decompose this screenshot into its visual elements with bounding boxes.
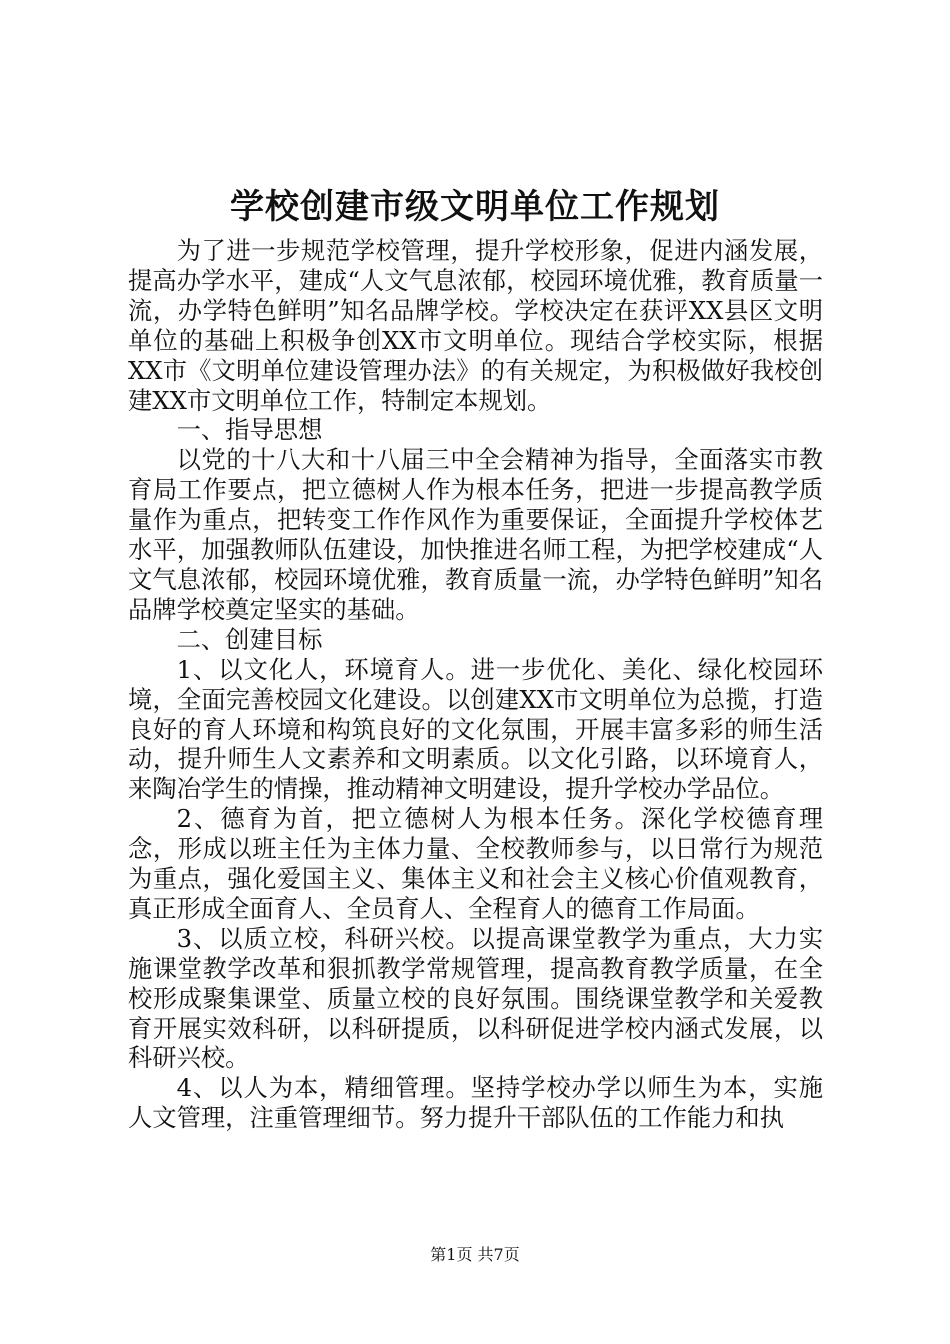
paragraph-intro: 为了进一步规范学校管理，提升学校形象，促进内涵发展，提高办学水平，建成“人文气息浓郁，校园环境优雅，教育质量一流，办学特色鲜明”知名品牌学校。学校决定在获评XX县区文明单位的基础上积极争创XX市文明单位。现结合学校实际，根据XX市《文明单位建设管理办法》的有关规定，为积极做好我校创建XX市文明单位工作，特制定本规划。	[128, 236, 823, 415]
paragraph-guiding-ideology: 以党的十八大和十八届三中全会精神为指导，全面落实市教育局工作要点，把立德树人作为根本任务，把进一步提高教学质量作为重点，把转变工作作风作为重要保证，全面提升学校体艺水平，加强教师队伍建设，加快推进名师工程，为把学校建成“人文气息浓郁，校园环境优雅，教育质量一流，办学特色鲜明”知名品牌学校奠定坚实的基础。	[128, 445, 823, 624]
paragraph-goal-3: 3、以质立校，科研兴校。以提高课堂教学为重点，大力实施课堂教学改革和狠抓教学常规管理，提高教育教学质量，在全校形成聚集课堂、质量立校的良好氛围。围绕课堂教学和关爱教育开展实效科研，以科研提质，以科研促进学校内涵式发展，以科研兴校。	[128, 923, 823, 1073]
section-heading-goals: 二、创建目标	[176, 624, 323, 654]
paragraph-goal-4: 4、以人为本，精细管理。坚持学校办学以师生为本，实施人文管理，注重管理细节。努力提升干部队伍的工作能力和执	[128, 1073, 823, 1133]
section-heading-guiding-ideology: 一、指导思想	[176, 415, 323, 445]
paragraph-goal-2: 2、德育为首，把立德树人为根本任务。深化学校德育理念，形成以班主任为主体力量、全校教师参与，以日常行为规范为重点，强化爱国主义、集体主义和社会主义核心价值观教育，真正形成全面育人、全员育人、全程育人的德育工作局面。	[128, 804, 823, 923]
document-body	[128, 236, 823, 1133]
document-title: 学校创建市级文明单位工作规划	[230, 187, 720, 227]
paragraph-goal-1: 1、以文化人，环境育人。进一步优化、美化、绿化校园环境，全面完善校园文化建设。以创建XX市文明单位为总揽，打造良好的育人环境和构筑良好的文化氛围，开展丰富多彩的师生活动，提升师生人文素养和文明素质。以文化引路，以环境育人，来陶冶学生的情操，推动精神文明建设，提升学校办学品位。	[128, 654, 823, 804]
page-number-footer: 第1页 共7页	[430, 1245, 520, 1264]
